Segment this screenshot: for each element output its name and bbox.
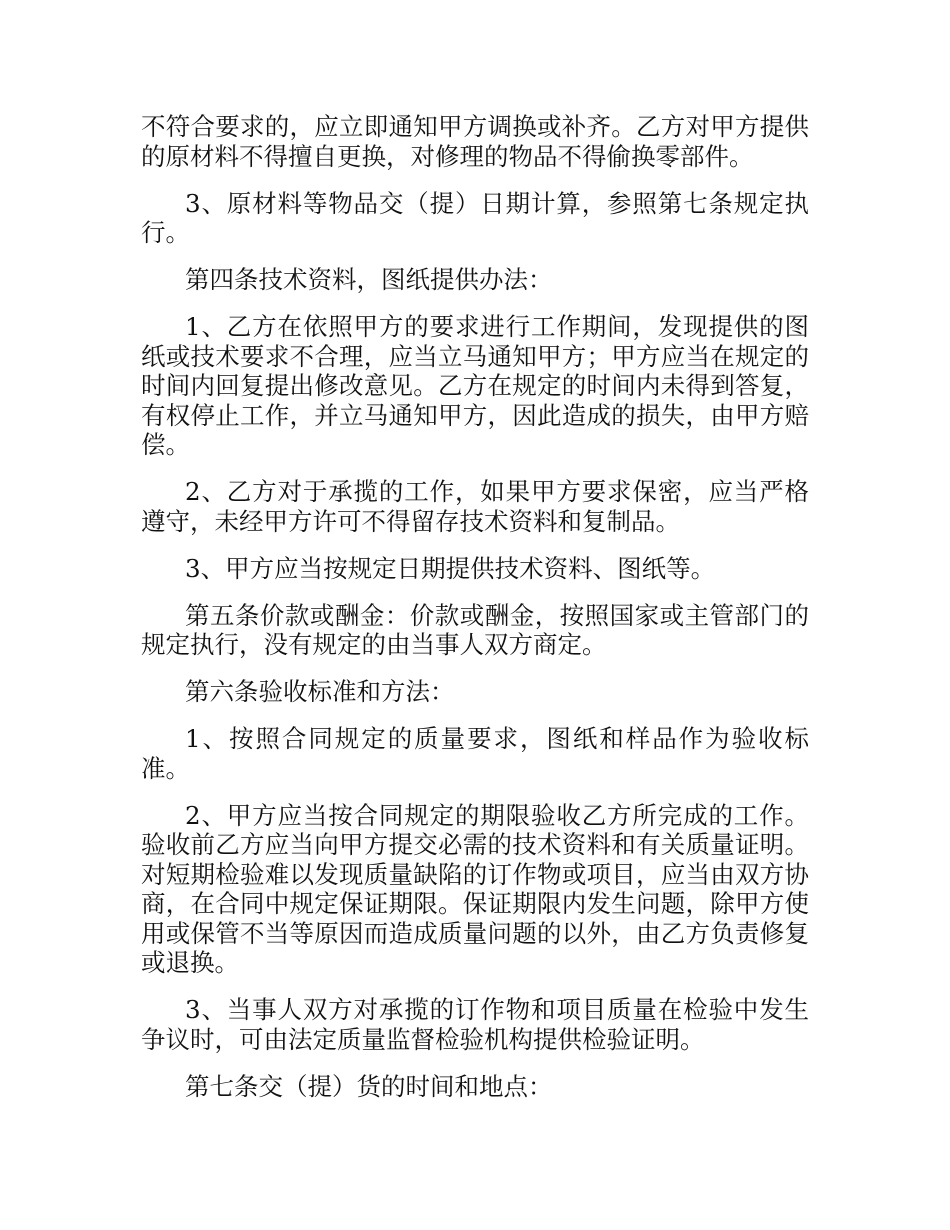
paragraph-article-6-item-3: 3、当事人双方对承揽的订作物和项目质量在检验中发生争议时，可由法定质量监督检验机构提供检验证明。	[141, 995, 809, 1054]
document-body	[141, 112, 809, 1119]
paragraph-article-5: 第五条价款或酬金：价款或酬金，按照国家或主管部门的规定执行，没有规定的由当事人双方商定。	[141, 600, 809, 659]
paragraph-article-4-item-3: 3、甲方应当按规定日期提供技术资料、图纸等。	[185, 553, 716, 583]
heading-article-7: 第七条交（提）货的时间和地点：	[185, 1071, 553, 1101]
paragraph-article-4-item-2: 2、乙方对于承揽的工作，如果甲方要求保密，应当严格遵守，未经甲方许可不得留存技术资料和复制品。	[141, 477, 809, 536]
heading-article-4: 第四条技术资料，图纸提供办法：	[185, 265, 553, 294]
paragraph-article-6-item-2: 2、甲方应当按合同规定的期限验收乙方所完成的工作。验收前乙方应当向甲方提交必需的技术资料和有关质量证明。对短期检验难以发现质量缺陷的订作物或项目，应当由双方协商，在合同中规定保证期限。保证期限内发生问题，除甲方使用或保管不当等原因而造成质量问题的以外，由乙方负责修复或退换。	[141, 800, 809, 977]
paragraph-article-6-item-1: 1、按照合同规定的质量要求，图纸和样品作为验收标准。	[141, 724, 809, 783]
paragraph-article-4-item-1: 1、乙方在依照甲方的要求进行工作期间，发现提供的图纸或技术要求不合理，应当立马通知甲方；甲方应当在规定的时间内回复提出修改意见。乙方在规定的时间内未得到答复，有权停止工作，并立马通知甲方，因此造成的损失，由甲方赔偿。	[141, 312, 809, 459]
heading-article-6: 第六条验收标准和方法：	[185, 677, 455, 706]
paragraph-item-3-delivery-date: 3、原材料等物品交（提）日期计算，参照第七条规定执行。	[141, 188, 809, 247]
paragraph-continuation: 不符合要求的，应立即通知甲方调换或补齐。乙方对甲方提供的原材料不得擅自更换，对修理的物品不得偷换零部件。	[141, 112, 809, 171]
